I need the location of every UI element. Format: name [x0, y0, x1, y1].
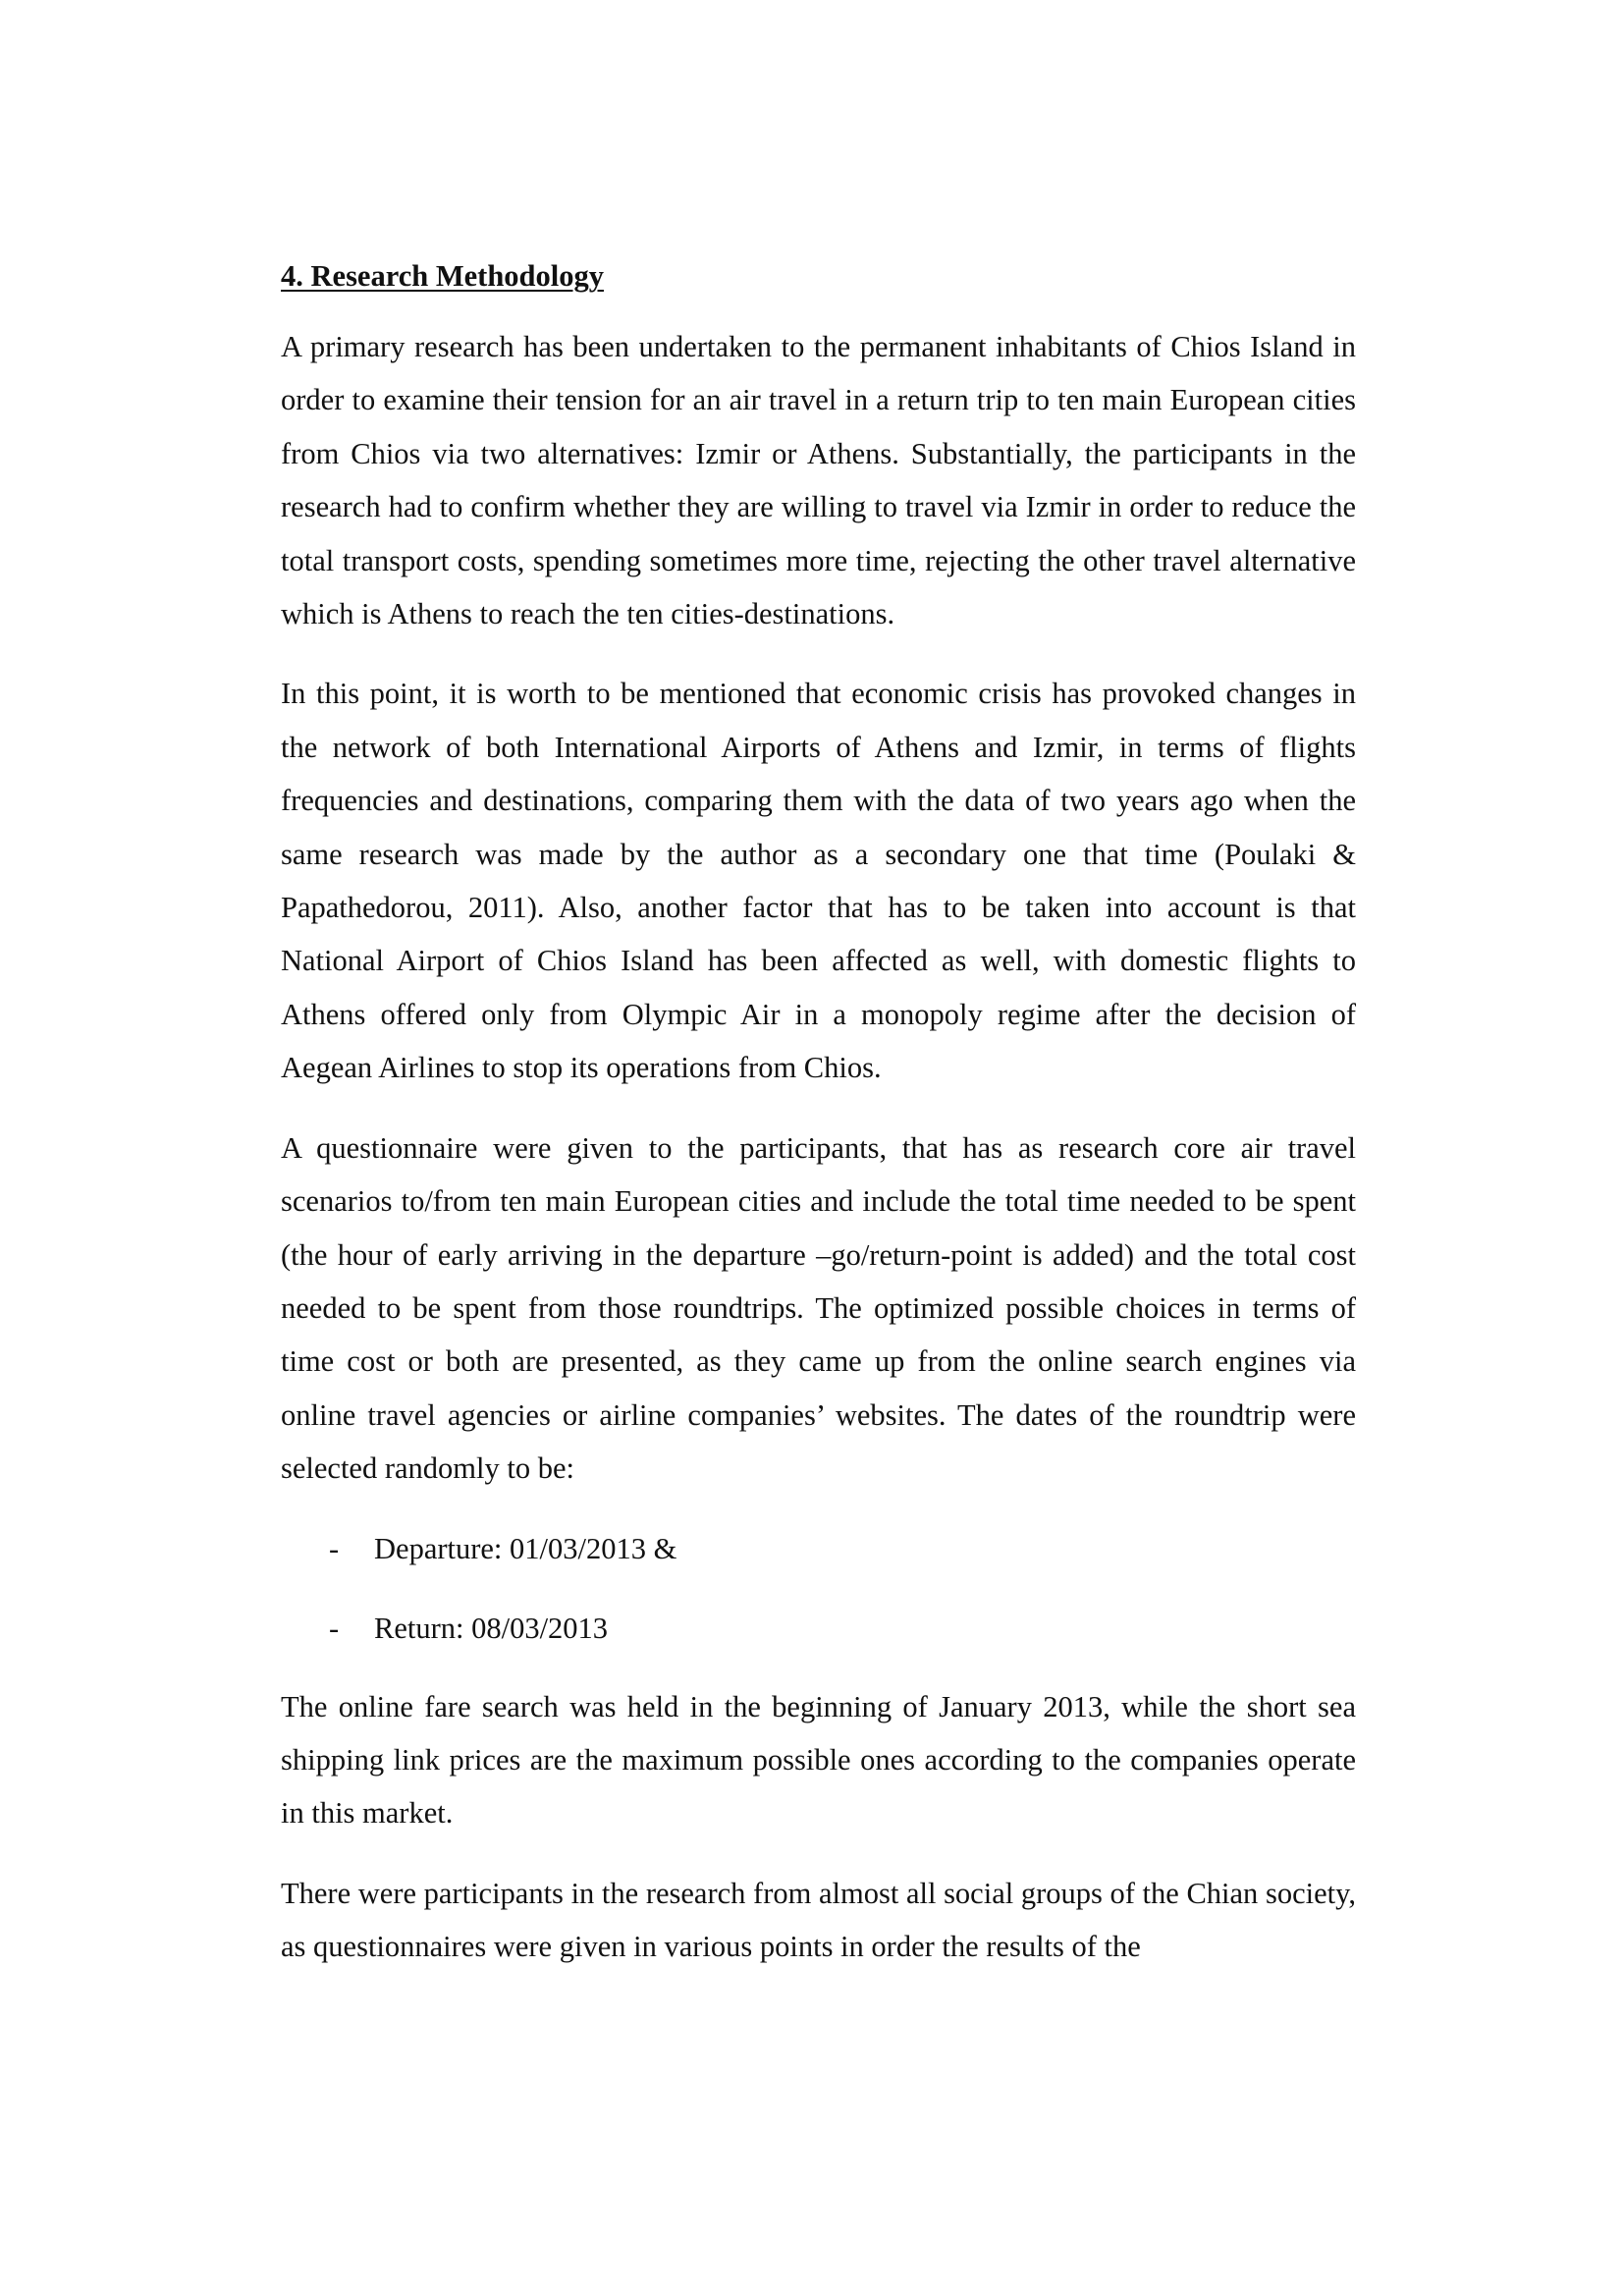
paragraph-research-overview: A primary research has been undertaken to the permanent inhabitants of Chios Island in order to examine their tension for an air travel in a return trip to ten main European cities from Chios via two alternatives: Izmir or Athens. Substantially, the participants in the research had to confirm whether they are willing to travel via Izmir in order to reduce the total transport costs, spending sometimes more time, rejecting the other travel alternative which is Athens to reach the ten cities-destinations. [281, 330, 1356, 631]
list-item-text: Departure: 01/03/2013 & [374, 1531, 677, 1565]
paragraph-economic-crisis: In this point, it is worth to be mentioned that economic crisis has provoked changes in the network of both International Airports of Athens and Izmir, in terms of flights frequencies and destinations, comparing them with the data of two years ago when the same research was made by the author as a secondary one that time (Poulaki & Papathedorou, 2011). Also, another factor that has to be taken into account is that National Airport of Chios Island has been affected as well, with domestic flights to Athens offered only from Olympic Air in a monopoly regime after the decision of Aegean Airlines to stop its operations from Chios. [281, 677, 1356, 1085]
list-item-text: Return: 08/03/2013 [374, 1611, 609, 1645]
paragraph-participants: There were participants in the research from almost all social groups of the Chian society, as questionnaires were given in various points in order the results of the [281, 1876, 1356, 1964]
roundtrip-dates-list [281, 1522, 1356, 1655]
page-content [281, 249, 1356, 1974]
list-dash: - [329, 1611, 340, 1645]
list-item-return [281, 1602, 1356, 1655]
section-heading: 4. Research Methodology [281, 259, 604, 293]
list-dash: - [329, 1531, 340, 1565]
paragraph-questionnaire: A questionnaire were given to the participants, that has as research core air travel scenarios to/from ten main European cities and include the total time needed to be spent (the hour of early arriving in the departure –go/return-point is added) and the total cost needed to be spent from those roundtrips. The optimized possible choices in terms of time cost or both are presented, as they came up from the online search engines via online travel agencies or airline companies’ websites. The dates of the roundtrip were selected randomly to be: [281, 1130, 1356, 1486]
paragraph-fare-search: The online fare search was held in the beginning of January 2013, while the short sea shipping link prices are the maximum possible ones according to the companies operate in this market. [281, 1689, 1356, 1831]
list-item-departure [281, 1522, 1356, 1575]
